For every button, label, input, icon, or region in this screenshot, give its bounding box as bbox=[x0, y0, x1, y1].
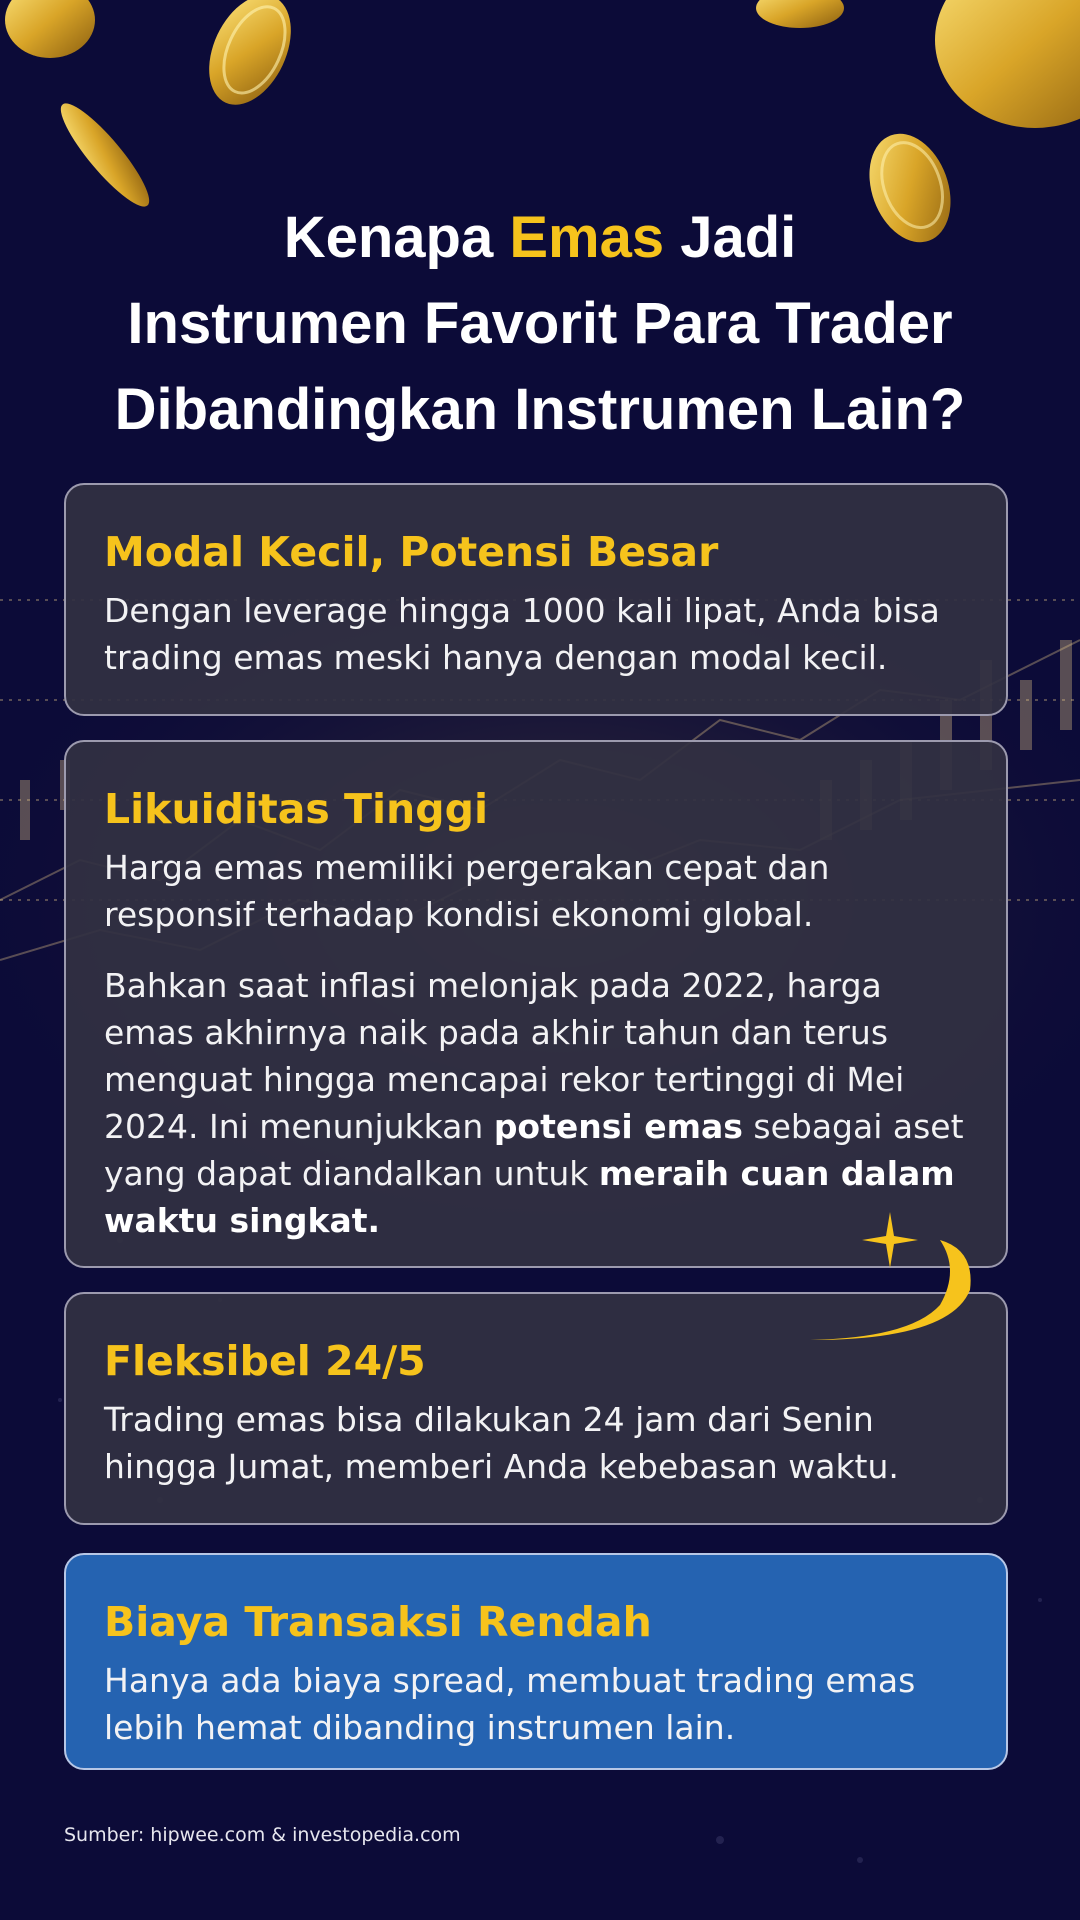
card-text: Dengan leverage hingga 1000 kali lipat, Anda bisa trading emas meski hanya dengan modal kecil. bbox=[104, 591, 940, 677]
sparkle-icon bbox=[860, 1210, 920, 1270]
card-heading: Likuiditas Tinggi bbox=[104, 785, 488, 833]
title-part1: Kenapa bbox=[283, 205, 510, 270]
card-text: Hanya ada biaya spread, membuat trading emas lebih hemat dibanding instrumen lain. bbox=[104, 1661, 916, 1747]
gold-coin-icon bbox=[190, 0, 310, 115]
card-heading: Modal Kecil, Potensi Besar bbox=[104, 528, 719, 576]
card-text: Trading emas bisa dilakukan 24 jam dari Senin hingga Jumat, memberi Anda kebebasan waktu. bbox=[104, 1400, 899, 1486]
title-accent: Emas bbox=[509, 205, 665, 270]
detail-bold-b: potensi emas bbox=[493, 1107, 743, 1146]
title-part2: Jadi bbox=[664, 205, 797, 270]
card-heading: Fleksibel 24/5 bbox=[104, 1337, 426, 1385]
card-likuiditas bbox=[64, 740, 1008, 1268]
gold-coin-icon bbox=[750, 0, 850, 35]
card-biaya-rendah bbox=[64, 1553, 1008, 1770]
detail-bold-d: meraih cuan dalam waktu singkat. bbox=[104, 1154, 955, 1240]
card-modal-kecil bbox=[64, 483, 1008, 716]
source-credit: Sumber: hipwee.com & investopedia.com bbox=[64, 1824, 461, 1846]
card-text-detail bbox=[104, 962, 968, 1244]
detail-part-a: Bahkan saat inflasi melonjak pada 2022, harga emas akhirnya naik pada akhir tahun dan terus menguat hingga mencapai rekor tertinggi di Mei 2024. Ini menunjukkan bbox=[104, 966, 905, 1146]
card-text: Harga emas memiliki pergerakan cepat dan responsif terhadap kondisi ekonomi global. bbox=[104, 848, 830, 934]
title-line3: Dibandingkan Instrumen Lain? bbox=[114, 377, 966, 442]
title-line2: Instrumen Favorit Para Trader bbox=[127, 291, 953, 356]
page-title bbox=[0, 195, 1080, 453]
card-heading: Biaya Transaksi Rendah bbox=[104, 1598, 652, 1646]
detail-part-c: sebagai aset yang dapat diandalkan untuk bbox=[104, 1107, 964, 1193]
gold-coin-icon bbox=[920, 0, 1080, 135]
gold-coin-icon bbox=[0, 0, 100, 60]
